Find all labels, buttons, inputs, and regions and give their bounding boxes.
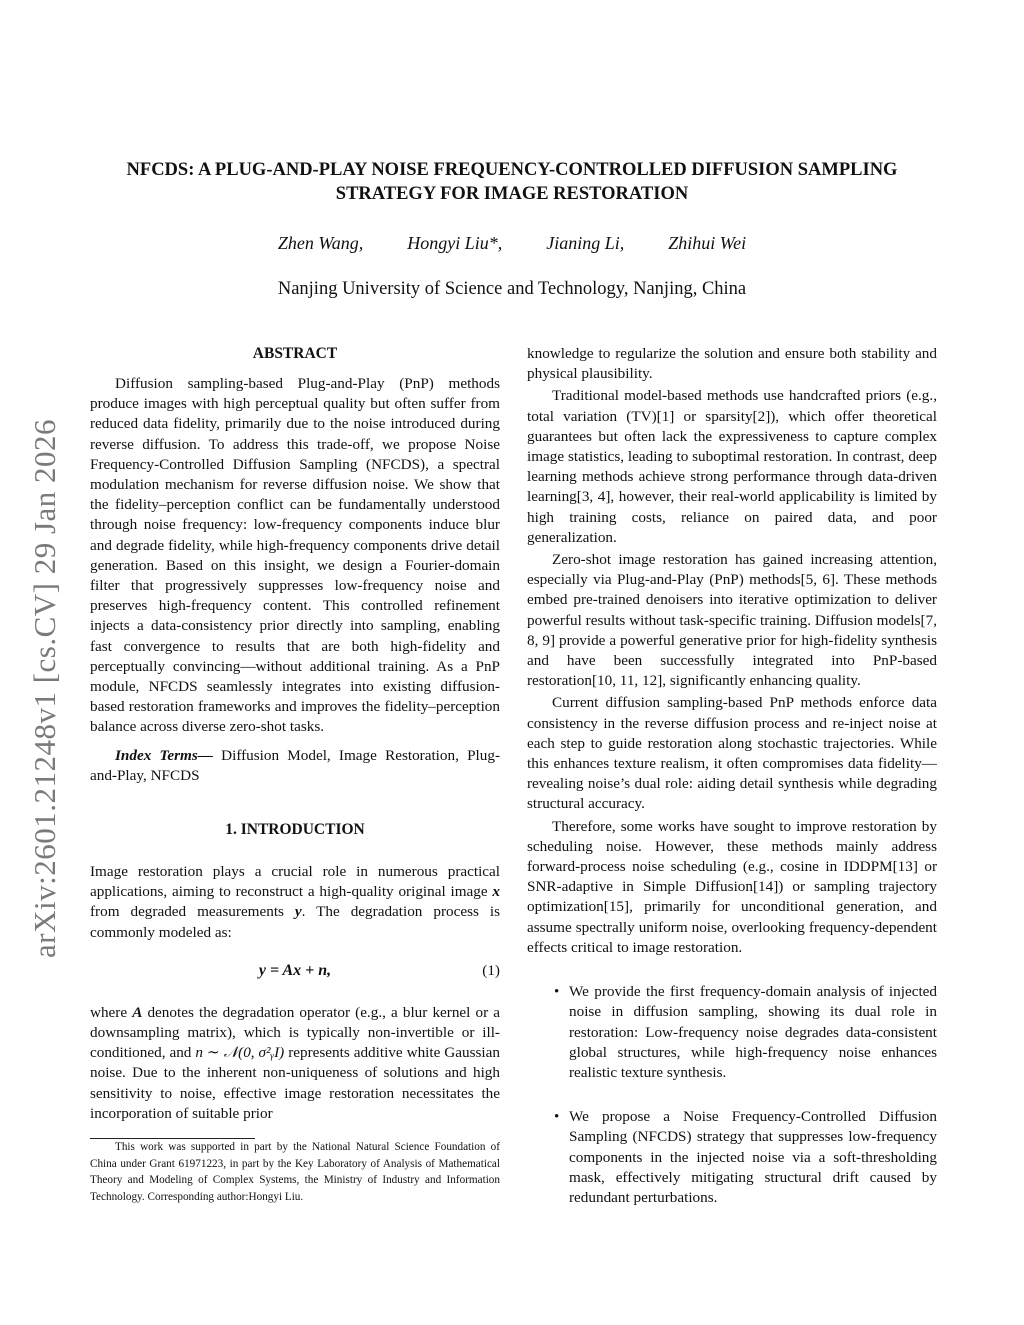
index-terms: [90, 746, 500, 786]
list-item: [527, 982, 937, 1083]
text-run: denotes the degradation operator (e.g., a blur kernel or a downsampling matrix), which is typically non-invertible or ill-conditioned, and: [90, 1003, 500, 1062]
author-name: Jianing Li,: [546, 233, 625, 253]
left-column: [90, 344, 500, 1205]
author-name: Hongyi Liu*,: [407, 233, 503, 253]
math-expression: n ∼ 𝒩(0, σ²ᵧI): [195, 1044, 285, 1062]
intro-paragraph-6: Current diffusion sampling-based PnP methods enforce data consistency in the reverse diffusion process and re-inject noise at each step to guide restoration along stochastic trajectories. While this enhances texture realism, it often compromises data fidelity—revealing noise’s dual role: aiding detail synthesis while degrading structural accuracy.: [527, 694, 937, 813]
right-column: [527, 344, 937, 1232]
index-terms-label: Index Terms—: [115, 746, 213, 764]
intro-paragraph-4: Traditional model-based methods use handcrafted priors (e.g., total variation (TV)[1] or sparsity[2]), which offer theoretical guarantees but often lack the expressiveness to capture complex image statistics, leading to suboptimal restoration. In contrast, deep learning methods achieve strong performance through data-driven learning[3, 4], however, their real-world applicability is limited by high training costs, reliance on paired data, and poor generalization.: [527, 387, 937, 546]
abstract-heading: ABSTRACT: [252, 345, 338, 362]
paper-title: NFCDS: A PLUG-AND-PLAY NOISE FREQUENCY-CONTROLLED DIFFUSION SAMPLING STRATEGY FOR IMAGE RESTORATION: [126, 160, 898, 204]
list-item: [527, 1107, 937, 1208]
bullet-icon: •: [554, 1109, 560, 1126]
introduction-heading: 1. INTRODUCTION: [225, 821, 365, 839]
math-symbol: x: [492, 883, 500, 901]
author-name: Zhihui Wei: [668, 233, 747, 253]
equation-body: [90, 959, 500, 983]
math-symbol: A: [132, 1003, 143, 1021]
contribution-list: [527, 982, 937, 1208]
text-run: from degraded measurements: [90, 903, 295, 921]
intro-paragraph-3: knowledge to regularize the solution and ensure both stability and physical plausibility.: [527, 345, 937, 383]
affiliation: Nanjing University of Science and Technology, Nanjing, China: [277, 279, 747, 299]
abstract-text: Diffusion sampling-based Plug-and-Play (PnP) methods produce images with high perceptual quality but often suffer from reduced data fidelity, primarily due to the noise introduced during reverse diffusion. To address this trade-off, we propose Noise Frequency-Controlled Diffusion Sampling (NFCDS), a spectral modulation mechanism for reverse diffusion noise. We show that the fidelity–perception conflict can be fundamentally understood through noise frequency: low-frequency components induce blur and degrade fidelity, while high-frequency components drive detail generation. Based on this insight, we design a Fourier-domain filter that progressively suppresses low-frequency noise and preserves high-frequency content. This controlled refinement injects a data-consistency prior directly into sampling, enabling fast convergence to results that are both high-fidelity and perceptually convincing—without additional training. As a PnP module, NFCDS seamlessly integrates into existing diffusion-based restoration frameworks and improves the fidelity–perception balance across diverse zero-shot tasks.: [90, 375, 500, 736]
list-item-text: We provide the first frequency-domain analysis of injected noise in diffusion sampling, showing its dual role in restoration: Low-frequency noise degrades data-consistent global structures, while high-frequency noise enhances realistic texture synthesis.: [569, 983, 937, 1081]
index-terms-text: Diffusion Model, Image Restoration, Plug-and-Play, NFCDS: [90, 746, 501, 784]
author-list: [200, 232, 824, 254]
footnote: This work was supported in part by the National Natural Science Foundation of China under Grant 61971223, in part by the Key Laboratory of Analysis of Mathematical Theory and Modeling of Complex Systems, the Ministry of Industry and Information Technology. Corresponding author:Hongyi Liu.: [90, 1141, 500, 1203]
intro-paragraph-5: Zero-shot image restoration has gained increasing attention, especially via Plug-and-Play (PnP) methods[5, 6]. These methods embed pre-trained denoisers into iterative optimization to deliver powerful results without task-specific training. Diffusion models[7, 8, 9] provide a powerful generative prior for high-fidelity synthesis and have been successfully integrated into PnP-based restoration[10, 11, 12], significantly enhancing quality.: [527, 551, 937, 690]
intro-paragraph-7: Therefore, some works have sought to improve restoration by scheduling noise. However, these methods mainly address forward-process noise scheduling (e.g., cosine in IDDPM[13] or SNR-adaptive in Simple Diffusion[14]) or sampling trajectory optimization[15], primarily for unconditional generation, and assume spectrally uniform noise, overlooking frequency-dependent effects critical to image restoration.: [527, 817, 937, 956]
bullet-icon: •: [554, 984, 560, 1001]
text-run: . The degradation process is commonly modeled as:: [90, 903, 500, 941]
text-run: represents additive white Gaussian noise. Due to the inherent non-uniqueness of solutions and high sensitivity to noise, effective image restoration necessitates the incorporation of suitable prior: [90, 1044, 500, 1122]
arxiv-identifier: arXiv:2601.21248v1 [cs.CV] 29 Jan 2026: [27, 418, 62, 958]
equation-number: (1): [482, 961, 500, 979]
math-symbol: y: [294, 903, 302, 921]
list-item-text: We propose a Noise Frequency-Controlled Diffusion Sampling (NFCDS) strategy that suppresses low-frequency components in the injected noise via a soft-thresholding mask, effectively mitigating structural drift caused by redundant perturbations.: [569, 1108, 937, 1206]
text-run: Image restoration plays a crucial role in numerous practical applications, aiming to reconstruct a high-quality original image: [90, 863, 500, 901]
equation-text: y = Ax + n,: [258, 961, 332, 979]
text-run: where: [90, 1003, 133, 1021]
author-name: Zhen Wang,: [277, 233, 364, 253]
intro-paragraph-2: [90, 1003, 500, 1124]
equation-1: [90, 959, 500, 983]
intro-paragraph-1: [90, 862, 500, 943]
